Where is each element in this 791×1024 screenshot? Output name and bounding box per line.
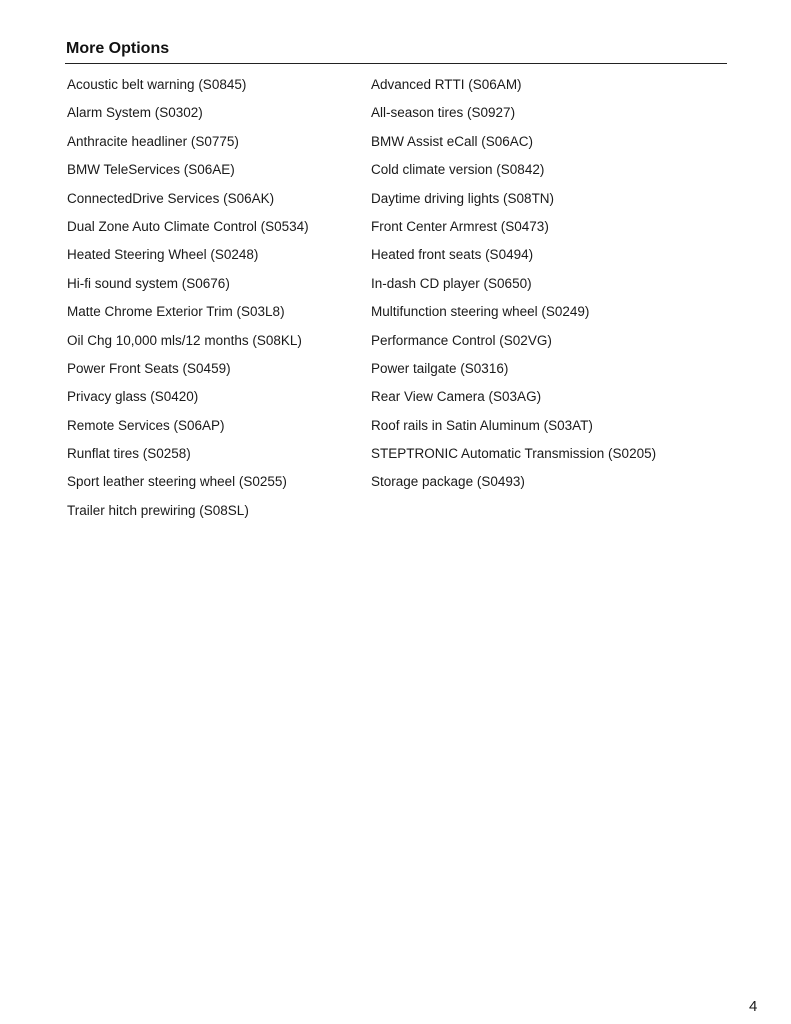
options-list: [67, 75, 727, 529]
option-item: Remote Services (S06AP): [67, 417, 225, 433]
option-item: Cold climate version (S0842): [371, 162, 545, 178]
option-item: Performance Control (S02VG): [371, 332, 552, 348]
option-item: BMW TeleServices (S06AE): [67, 162, 235, 178]
option-item: Storage package (S0493): [371, 474, 525, 490]
option-item: Hi-fi sound system (S0676): [67, 275, 230, 291]
option-item: Heated Steering Wheel (S0248): [67, 247, 259, 263]
option-item: Dual Zone Auto Climate Control (S0534): [67, 218, 309, 234]
option-item: Anthracite headliner (S0775): [67, 133, 239, 149]
option-item: Power Front Seats (S0459): [67, 360, 231, 376]
option-item: Privacy glass (S0420): [67, 389, 199, 405]
option-item: Trailer hitch prewiring (S08SL): [67, 502, 249, 518]
option-item: Runflat tires (S0258): [67, 446, 191, 462]
option-item: In-dash CD player (S0650): [371, 275, 532, 291]
option-item: Front Center Armrest (S0473): [371, 218, 549, 234]
option-item: Matte Chrome Exterior Trim (S03L8): [67, 304, 285, 320]
option-item: Power tailgate (S0316): [371, 360, 509, 376]
option-item: Heated front seats (S0494): [371, 247, 534, 263]
option-item: Daytime driving lights (S08TN): [371, 190, 555, 206]
option-item: Oil Chg 10,000 mls/12 months (S08KL): [67, 332, 302, 348]
option-item: Advanced RTTI (S06AM): [371, 77, 522, 92]
option-item: STEPTRONIC Automatic Transmission (S0205): [371, 446, 657, 462]
option-item: Roof rails in Satin Aluminum (S03AT): [371, 417, 593, 433]
title-divider: [65, 63, 727, 64]
option-item: BMW Assist eCall (S06AC): [371, 133, 534, 149]
section-title: More Options: [66, 40, 170, 57]
page-number: 4: [749, 998, 758, 1015]
option-item: Acoustic belt warning (S0845): [67, 77, 247, 92]
option-item: Rear View Camera (S03AG): [371, 389, 542, 405]
option-item: Sport leather steering wheel (S0255): [67, 474, 287, 490]
option-item: All-season tires (S0927): [371, 105, 516, 121]
option-item: Alarm System (S0302): [67, 105, 203, 121]
option-item: ConnectedDrive Services (S06AK): [67, 190, 275, 206]
option-item: Multifunction steering wheel (S0249): [371, 304, 590, 320]
